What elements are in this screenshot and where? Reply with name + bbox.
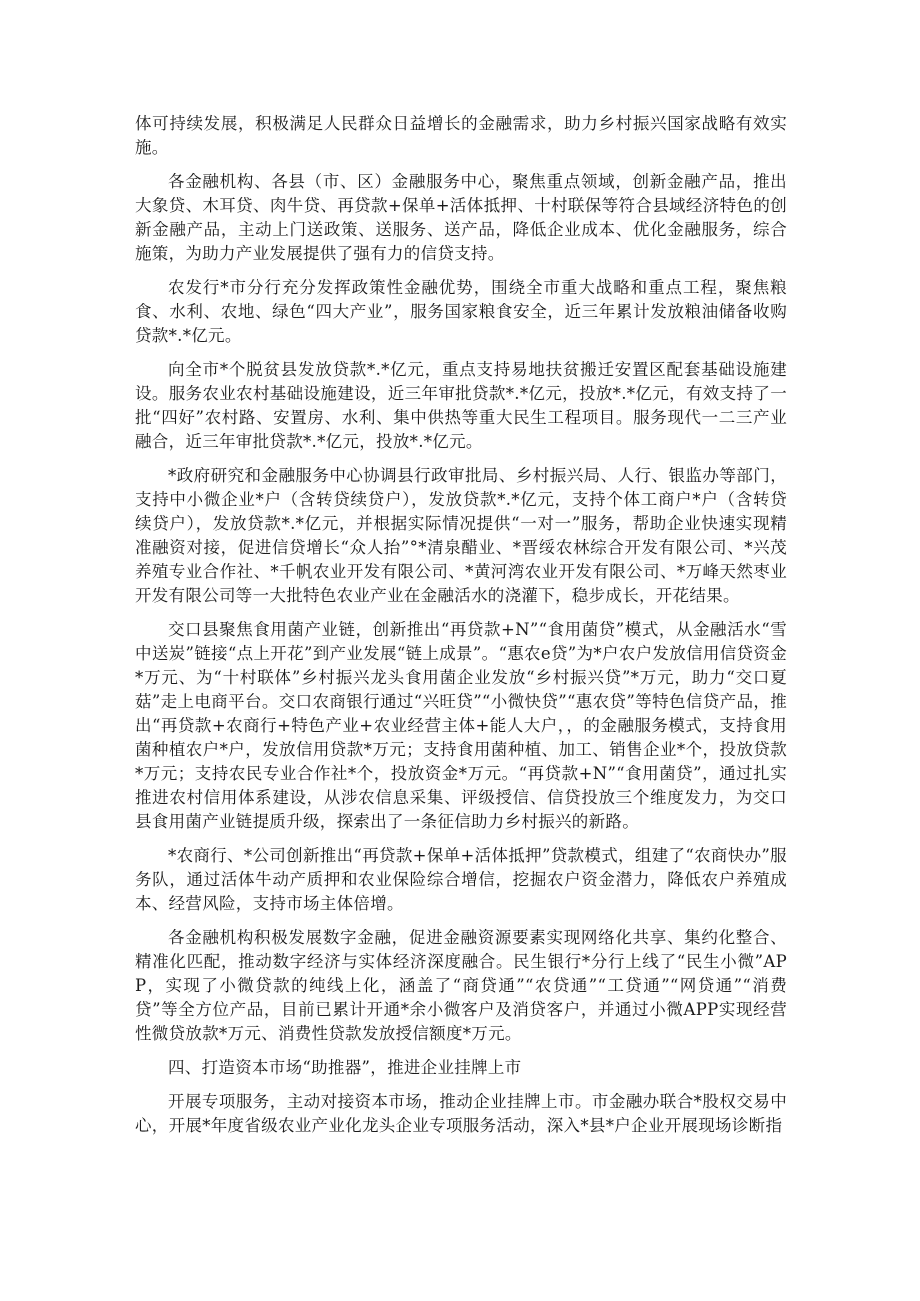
section-heading: 四、打造资本市场“助推器”，推进企业挂牌上市 [168, 1058, 522, 1077]
paragraph-rural-commercial-bank: *农商行、*公司创新推出“再贷款+保单+活体抵押”贷款模式，组建了“农商快办”服务队，通过活体牛动产质押和农业保险综合增信，挖掘农户资金潜力，降低农户养殖成本、经营风险，支持市场主体倍增。 [135, 846, 787, 913]
paragraph-jiaokou-mushroom: 交口县聚焦食用菌产业链，创新推出“再贷款+N”“食用菌贷”模式，从金融活水“雪中送炭”链接“点上开花”到产业发展“链上成景”。“惠农e贷”为*户农户发放信用信贷资金*万元、为“十村联体”乡村振兴龙头食用菌企业发放“乡村振兴贷”*万元，助力“交口夏菇”走上电商平台。交口农商银行通过“兴旺贷”“小微快贷”“惠农贷”等特色信贷产品，推出“再贷款+农商行+特色产业+农业经营主体+能人大户，，的金融服务模式，支持食用菌种植农户*户，发放信用贷款*万元；支持食用菌种植、加工、销售企业*个，投放贷款*万元；支持农民专业合作社*个，投放资金*万元。“再贷款+N”“食用菌贷”，通过扎实推进农村信用体系建设，从涉农信息采集、评级授信、信贷投放三个维度发力，为交口县食用菌产业链提质升级，探索出了一条征信助力乡村振兴的新路。 [135, 620, 787, 831]
paragraph-adbc: 农发行*市分行充分发挥政策性金融优势，围绕全市重大战略和重点工程，聚焦粮食、水利、农地、绿色“四大产业”，服务国家粮食安全，近三年累计发放粮油储备收购贷款*.*亿元。 [135, 278, 787, 345]
paragraph-continued: 体可持续发展，积极满足人民群众日益增长的金融需求，助力乡村振兴国家战略有效实施。 [135, 114, 787, 157]
paragraph-poverty-counties: 向全市*个脱贫县发放贷款*.*亿元，重点支持易地扶贫搬迁安置区配套基础设施建设。服务农业农村基础设施建设，近三年审批贷款*.*亿元，投放*.*亿元，有效支持了一批“四好”农村路、安置房、水利、集中供热等重大民生工程项目。服务现代一二三产业融合，近三年审批贷款*.*亿元，投放*.*亿元。 [135, 360, 787, 451]
paragraph-capital-market: 开展专项服务，主动对接资本市场，推动企业挂牌上市。市金融办联合*股权交易中心，开展*年度省级农业产业化龙头企业专项服务活动，深入*县*户企业开展现场诊断指 [135, 1092, 787, 1135]
paragraph-government-coordination: *政府研究和金融服务中心协调县行政审批局、乡村振兴局、人行、银监办等部门，支持中小微企业*户（含转贷续贷户），发放贷款*.*亿元，支持个体工商户*户（含转贷续贷户），发放贷款*.*亿元，并根据实际情况提供“一对一”服务，帮助企业快速实现精准融资对接，促进信贷增长“众人抬”°*清泉醋业、*晋绥农林综合开发有限公司、*兴茂养殖专业合作社、*千帆农业开发有限公司、*黄河湾农业开发有限公司、*万峰天然枣业开发有限公司等一大批特色农业产业在金融活水的浇灌下，稳步成长，开花结果。 [135, 466, 787, 605]
paragraph-digital-finance: 各金融机构积极发展数字金融，促进金融资源要素实现网络化共享、集约化整合、精准化匹配，推动数字经济与实体经济深度融合。民生银行*分行上线了“民生小微”APP，实现了小微贷款的纯线上化，涵盖了“商贷通”“农贷通”“工贷通”“网贷通”“消费贷”等全方位产品，目前已累计开通*余小微客户及消贷客户，并通过小微APP实现经营性微贷放款*万元、消费性贷款发放授信额度*万元。 [135, 928, 787, 1043]
paragraph-financial-products: 各金融机构、各县（市、区）金融服务中心，聚焦重点领域，创新金融产品，推出大象贷、木耳贷、肉牛贷、再贷款+保单+活体抵押、十村联保等符合县域经济特色的创新金融产品，主动上门送政策、送服务、送产品，降低企业成本、优化金融服务，综合施策，为助力产业发展提供了强有力的信贷支持。 [135, 172, 787, 263]
document-body [135, 112, 787, 1148]
